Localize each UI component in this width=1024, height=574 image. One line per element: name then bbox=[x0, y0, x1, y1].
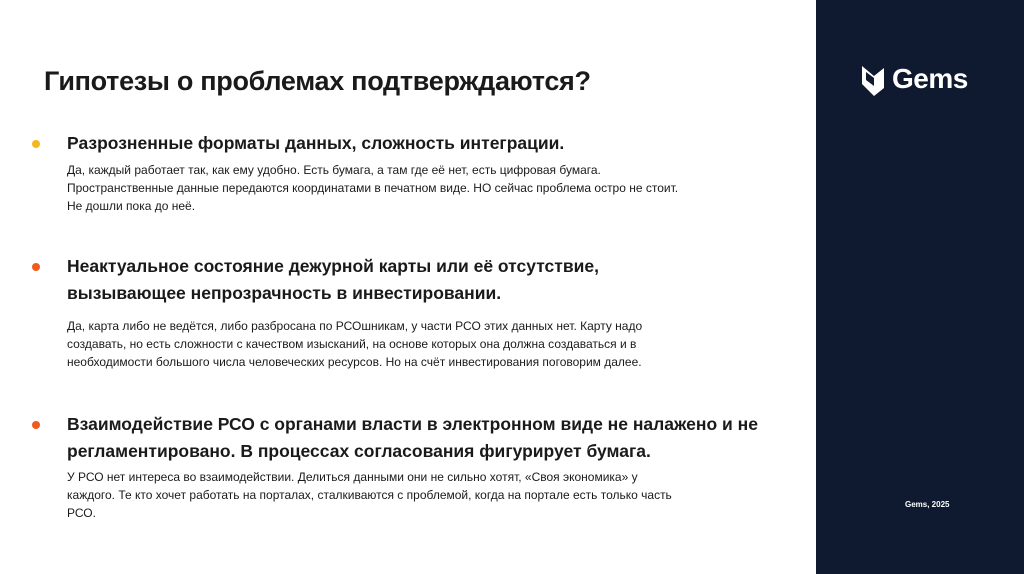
list-item bbox=[32, 411, 812, 522]
heading-line: Взаимодействие РСО с органами власти в электронном виде не налажено и не bbox=[67, 414, 758, 434]
item-heading: Разрозненные форматы данных, сложность интеграции. bbox=[67, 133, 565, 153]
bullet-icon bbox=[32, 421, 40, 429]
body-line: Да, карта либо не ведётся, либо разбросана по РСОшникам, у части РСО этих данных нет. Карту надо bbox=[67, 319, 643, 333]
body-line: каждого. Те кто хочет работать на порталах, сталкиваются с проблемой, когда на портале есть только часть bbox=[67, 488, 672, 502]
heading-line: вызывающее непрозрачность в инвестировании. bbox=[67, 283, 502, 303]
heading-line: Неактуальное состояние дежурной карты или её отсутствие, bbox=[67, 256, 599, 276]
logo-text: Gems bbox=[892, 63, 968, 94]
footer-text: Gems, 2025 bbox=[905, 500, 950, 509]
item-heading bbox=[67, 411, 812, 465]
body-line: Да, каждый работает так, как ему удобно. Есть бумага, а там где её нет, есть цифровая бумага. bbox=[67, 163, 601, 177]
body-line: Не дошли пока до неё. bbox=[67, 199, 196, 213]
item-body bbox=[67, 317, 812, 371]
item-body bbox=[67, 468, 812, 522]
logo bbox=[860, 62, 968, 96]
bullet-icon bbox=[32, 140, 40, 148]
body-line: У РСО нет интереса во взаимодействии. Делиться данными они не сильно хотят, «Своя экономика» у bbox=[67, 470, 638, 484]
gems-logo-icon bbox=[860, 62, 886, 96]
body-line: Пространственные данные передаются координатами в печатном виде. НО сейчас проблема остро не стоит. bbox=[67, 181, 679, 195]
body-line: РСО. bbox=[67, 506, 96, 520]
bullet-icon bbox=[32, 263, 40, 271]
slide-title: Гипотезы о проблемах подтверждаются? bbox=[44, 66, 591, 96]
list-item bbox=[32, 253, 812, 371]
item-heading bbox=[67, 253, 812, 307]
body-line: создавать, но есть сложности с качеством изысканий, на основе которых она должна создаваться и в bbox=[67, 337, 637, 351]
list-item bbox=[32, 130, 812, 215]
heading-line: регламентировано. В процессах согласования фигурирует бумага. bbox=[67, 441, 651, 461]
body-line: необходимости большого числа человеческих ресурсов. Но на счёт инвестирования поговорим далее. bbox=[67, 355, 642, 369]
item-body bbox=[67, 161, 812, 215]
